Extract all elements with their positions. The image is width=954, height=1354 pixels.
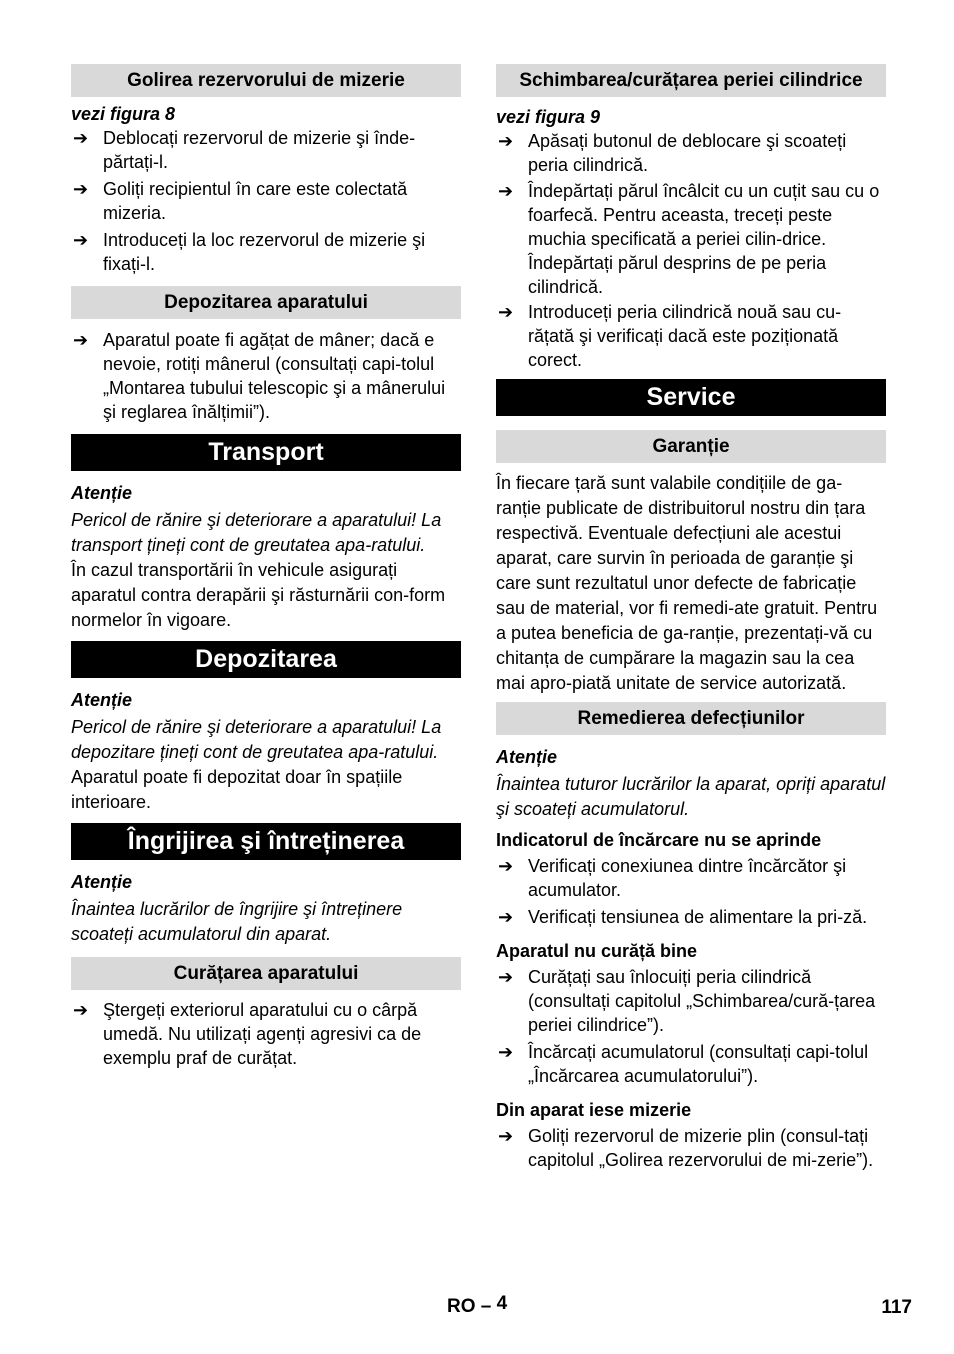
warning-text: Înaintea tuturor lucrărilor la aparat, opriți aparatul şi scoateți acumulatorul. xyxy=(496,774,886,819)
list-item xyxy=(496,300,886,372)
attention-label: Atenție xyxy=(496,747,558,767)
footer-section-code xyxy=(447,1293,508,1318)
list-item xyxy=(496,965,886,1037)
list-item-text: Apăsați butonul de deblocare şi scoateți peria cilindrică. xyxy=(528,131,847,175)
arrow-right-icon: ➔ xyxy=(498,856,514,876)
list-item-text: Deblocați rezervorul de mizerie şi înde-părtați-l. xyxy=(103,128,416,172)
arrow-right-icon: ➔ xyxy=(73,1000,89,1020)
list-item xyxy=(496,905,886,929)
list-item-text: Goliți recipientul în care este colectată mizeria. xyxy=(103,179,408,223)
footer-section-page: 4 xyxy=(496,1293,508,1314)
list-item-text: Goliți rezervorul de mizerie plin (consul-tați capitolul „Golirea rezervorului de mi-zerie”). xyxy=(528,1126,874,1170)
list-item-text: Introduceți la loc rezervorul de mizerie şi fixați-l. xyxy=(103,230,426,274)
arrow-right-icon: ➔ xyxy=(73,330,89,350)
figure-reference-9: vezi figura 9 xyxy=(496,107,601,127)
arrow-right-icon: ➔ xyxy=(498,1126,514,1146)
list-item-text: Încărcați acumulatorul (consultați capi-tolul „Încărcarea acumulatorului”). xyxy=(528,1042,869,1086)
footer-dash: – xyxy=(480,1296,492,1317)
arrow-right-icon: ➔ xyxy=(498,967,514,987)
attention-label: Atenție xyxy=(71,690,133,710)
warning-text: Înaintea lucrărilor de îngrijire şi întreținere scoateți acumulatorul din aparat. xyxy=(71,899,403,944)
warning-text: Pericol de rănire şi deteriorare a aparatului! La depozitare țineți cont de greutatea apa-ratului. xyxy=(71,717,442,762)
heading-transport: Transport xyxy=(71,434,461,471)
heading-curatarea-aparatului: Curățarea aparatului xyxy=(71,957,461,990)
right-column xyxy=(496,64,886,1172)
problem-title: Din aparat iese mizerie xyxy=(496,1100,692,1120)
heading-golirea-rezervorului: Golirea rezervorului de mizerie xyxy=(71,64,461,97)
heading-depozitarea-aparatului: Depozitarea aparatului xyxy=(71,286,461,319)
list-item xyxy=(496,1124,886,1172)
list-item xyxy=(71,328,461,424)
arrow-right-icon: ➔ xyxy=(498,907,514,927)
list-item xyxy=(71,998,461,1070)
attention-label: Atenție xyxy=(71,872,133,892)
arrow-right-icon: ➔ xyxy=(73,128,89,148)
schimbarea-list xyxy=(496,129,886,372)
list-item-text: Introduceți peria cilindrică nouă sau cu-rățată şi verificați dacă este poziționată corect. xyxy=(528,302,842,370)
problem-title: Aparatul nu curăță bine xyxy=(496,941,698,961)
list-item xyxy=(496,1040,886,1088)
heading-ingrijirea: Îngrijirea şi întreținerea xyxy=(71,823,461,860)
footer-language: RO xyxy=(447,1296,476,1317)
left-column xyxy=(71,64,461,1070)
heading-depozitarea: Depozitarea xyxy=(71,641,461,678)
list-item-text: Aparatul poate fi agățat de mâner; dacă e nevoie, rotiți mânerul (consultați capi-tolul „Montarea tubului telescopic şi a mânerului şi reglarea înălțimii”). xyxy=(103,330,446,422)
attention-label: Atenție xyxy=(71,483,133,503)
list-item xyxy=(71,177,461,225)
list-item xyxy=(496,854,886,902)
heading-service: Service xyxy=(496,379,886,416)
list-item-text: Curățați sau înlocuiți peria cilindrică (consultați capitolul „Schimbarea/cură-țarea periei cilindrice”). xyxy=(528,967,876,1035)
list-item xyxy=(71,126,461,174)
list-item-text: Verificați conexiunea dintre încărcător şi acumulator. xyxy=(528,856,847,900)
heading-garantie: Garanție xyxy=(496,430,886,463)
heading-remedierea-defectiunilor: Remedierea defecțiunilor xyxy=(496,702,886,735)
warning-text: Pericol de rănire şi deteriorare a aparatului! La transport țineți cont de greutatea apa-ratului. xyxy=(71,510,442,555)
list-item-text: Îndepărtați părul încâlcit cu un cuțit sau cu o foarfecă. Pentru aceasta, treceți peste muchia specificată a periei cilin-drice. Îndepărtați părul desprins de pe peria cilindrică. xyxy=(528,181,880,297)
paragraph: Aparatul poate fi depozitat doar în spațiile interioare. xyxy=(71,767,403,812)
list-item xyxy=(496,129,886,177)
arrow-right-icon: ➔ xyxy=(73,230,89,250)
paragraph: În cazul transportării în vehicule asigurați aparatul contra derapării şi răsturnării con-form normelor în vigoare. xyxy=(71,560,446,630)
heading-schimbarea-periei: Schimbarea/curățarea periei cilindrice xyxy=(496,64,886,97)
paragraph: În fiecare țară sunt valabile condițiile de ga-ranție publicate de distribuitorul nostru din țara respectivă. Eventuale defecțiuni ale acestui aparat, care survin în perioada de garanție şi care sunt rezultatul unor defecte de fabricație sau de material, vor fi remedi-ate gratuit. Pentru a putea beneficia de ga-ranție, prezentați-vă cu chitanța de cumpărare la magazin sau la cea mai apro-piată unitate de service autorizată. xyxy=(496,473,878,693)
list-item-text: Ştergeți exteriorul aparatului cu o cârpă umedă. Nu utilizați agenți agresivi ca de exemplu praf de curățat. xyxy=(103,1000,422,1068)
golirea-list xyxy=(71,126,461,276)
arrow-right-icon: ➔ xyxy=(498,1042,514,1062)
list-item xyxy=(71,228,461,276)
list-item-text: Verificați tensiunea de alimentare la pri-ză. xyxy=(528,907,868,927)
page-number: 117 xyxy=(881,1297,912,1318)
arrow-right-icon: ➔ xyxy=(498,302,514,322)
list-item xyxy=(496,179,886,299)
arrow-right-icon: ➔ xyxy=(498,131,514,151)
arrow-right-icon: ➔ xyxy=(498,181,514,201)
figure-reference-8: vezi figura 8 xyxy=(71,104,176,124)
problem-title: Indicatorul de încărcare nu se aprinde xyxy=(496,830,822,850)
arrow-right-icon: ➔ xyxy=(73,179,89,199)
